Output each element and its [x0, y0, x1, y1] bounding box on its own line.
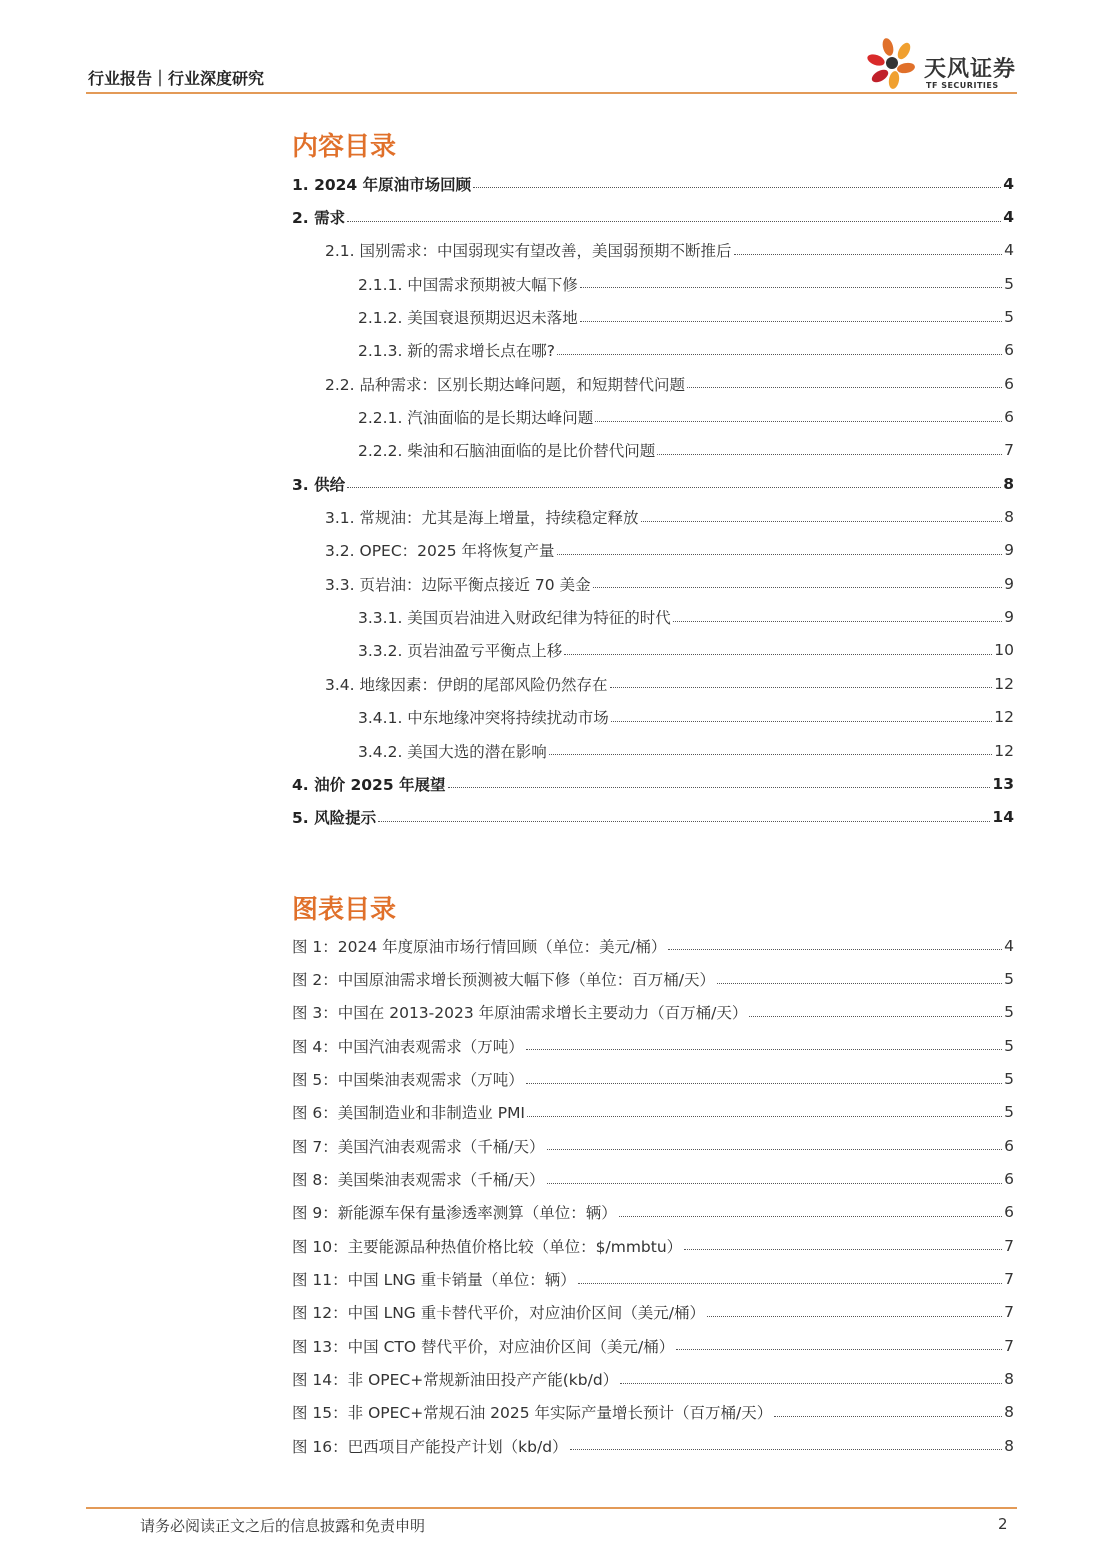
toc-entry-title: 2.2. 品种需求：区别长期达峰问题，和短期替代问题 — [325, 375, 686, 394]
toc-entry[interactable] — [292, 701, 1014, 734]
dot-leader — [684, 1249, 1002, 1250]
dot-leader — [734, 254, 1003, 255]
dot-leader — [526, 1049, 1002, 1050]
figure-entry-title: 图 9：新能源车保有量渗透率测算（单位：辆） — [292, 1204, 617, 1223]
toc-entry[interactable] — [292, 234, 1014, 267]
toc-entry[interactable] — [292, 634, 1014, 667]
figure-entry-page: 5 — [1004, 1036, 1014, 1055]
figure-entry-title: 图 4：中国汽油表观需求（万吨） — [292, 1037, 524, 1056]
list-of-figures — [292, 929, 1014, 1463]
figure-entry[interactable] — [292, 1429, 1014, 1462]
dot-leader — [593, 587, 1003, 588]
dot-leader — [619, 1216, 1002, 1217]
figure-entry-page: 4 — [1004, 936, 1014, 955]
figure-entry-title: 图 2：中国原油需求增长预测被大幅下修（单位：百万桶/天） — [292, 971, 716, 990]
dot-leader — [774, 1416, 1002, 1417]
figure-entry-title: 图 10：主要能源品种热值价格比较（单位：$/mmbtu） — [292, 1237, 683, 1256]
logo-english-name: TF SECURITIES — [926, 81, 999, 90]
toc-entry-page: 4 — [1003, 174, 1014, 193]
toc-entry-title: 3.3.1. 美国页岩油进入财政纪律为特征的时代 — [358, 609, 671, 628]
figure-entry-page: 8 — [1004, 1403, 1014, 1422]
toc-entry-title: 3.4.1. 中东地缘冲突将持续扰动市场 — [358, 709, 609, 728]
table-of-contents — [292, 167, 1014, 834]
dot-leader — [557, 554, 1003, 555]
dot-leader — [610, 687, 993, 688]
toc-entry[interactable] — [292, 667, 1014, 700]
dot-leader — [717, 983, 1002, 984]
toc-entry[interactable] — [292, 600, 1014, 633]
dot-leader — [578, 1283, 1002, 1284]
dot-leader — [557, 354, 1002, 355]
toc-entry-page: 8 — [1003, 474, 1014, 493]
figure-entry-title: 图 13：中国 CTO 替代平价，对应油价区间（美元/桶） — [292, 1337, 675, 1356]
dot-leader — [580, 321, 1002, 322]
toc-entry[interactable] — [292, 434, 1014, 467]
dot-leader — [687, 387, 1002, 388]
figure-entry[interactable] — [292, 1362, 1014, 1395]
dot-leader — [676, 1349, 1002, 1350]
figure-entry[interactable] — [292, 1396, 1014, 1429]
toc-entry-page: 9 — [1004, 574, 1014, 593]
dot-leader — [473, 187, 1001, 188]
toc-entry-title: 4. 油价 2025 年展望 — [292, 775, 446, 794]
dot-leader — [547, 1183, 1003, 1184]
toc-entry-page: 12 — [994, 674, 1014, 693]
figure-entry[interactable] — [292, 1296, 1014, 1329]
toc-entry-title: 2.1.2. 美国衰退预期迟迟未落地 — [358, 309, 578, 328]
toc-entry-page: 4 — [1003, 208, 1014, 227]
toc-entry-page: 9 — [1004, 541, 1014, 560]
toc-entry[interactable] — [292, 167, 1014, 200]
toc-entry-title: 3.2. OPEC：2025 年将恢复产量 — [325, 542, 555, 561]
toc-entry-page: 6 — [1004, 374, 1014, 393]
figure-entry-page: 6 — [1004, 1170, 1014, 1189]
toc-entry[interactable] — [292, 801, 1014, 834]
toc-entry-page: 12 — [994, 741, 1014, 760]
toc-entry[interactable] — [292, 567, 1014, 600]
dot-leader — [580, 287, 1002, 288]
figure-entry-page: 7 — [1004, 1236, 1014, 1255]
dot-leader — [547, 1149, 1003, 1150]
figure-entry-title: 图 12：中国 LNG 重卡替代平价，对应油价区间（美元/桶） — [292, 1304, 705, 1323]
toc-entry-title: 3.3.2. 页岩油盈亏平衡点上移 — [358, 642, 563, 661]
toc-entry[interactable] — [292, 767, 1014, 800]
toc-entry-page: 6 — [1004, 408, 1014, 427]
dot-leader — [448, 787, 991, 788]
toc-entry-title: 5. 风险提示 — [292, 809, 377, 828]
toc-entry[interactable] — [292, 500, 1014, 533]
toc-entry-page: 7 — [1004, 441, 1014, 460]
dot-leader — [595, 421, 1002, 422]
dot-leader — [527, 1116, 1002, 1117]
toc-entry[interactable] — [292, 334, 1014, 367]
toc-entry-page: 14 — [992, 808, 1014, 827]
toc-entry[interactable] — [292, 400, 1014, 433]
figure-entry-page: 5 — [1004, 1070, 1014, 1089]
figure-entry[interactable] — [292, 996, 1014, 1029]
figure-entry-page: 5 — [1004, 970, 1014, 989]
toc-entry-title: 2.1.1. 中国需求预期被大幅下修 — [358, 275, 578, 294]
toc-entry[interactable] — [292, 467, 1014, 500]
dot-leader — [570, 1449, 1003, 1450]
header-divider — [86, 92, 1017, 94]
figure-entry-title: 图 14：非 OPEC+常规新油田投产产能(kb/d） — [292, 1371, 619, 1390]
figure-entry-page: 5 — [1004, 1103, 1014, 1122]
figure-entry-page: 7 — [1004, 1270, 1014, 1289]
figure-entry-page: 5 — [1004, 1003, 1014, 1022]
figure-entry[interactable] — [292, 1096, 1014, 1129]
toc-entry-page: 9 — [1004, 608, 1014, 627]
dot-leader — [611, 721, 992, 722]
toc-entry-title: 3.4.2. 美国大选的潜在影响 — [358, 742, 547, 761]
toc-entry-title: 3.1. 常规油：尤其是海上增量，持续稳定释放 — [325, 509, 639, 528]
company-logo — [866, 36, 1026, 92]
figure-entry-title: 图 8：美国柴油表观需求（千桶/天） — [292, 1171, 545, 1190]
dot-leader — [347, 221, 1001, 222]
figure-entry-page: 8 — [1004, 1436, 1014, 1455]
dot-leader — [347, 487, 1001, 488]
toc-entry-title: 3. 供给 — [292, 475, 346, 494]
dot-leader — [707, 1316, 1002, 1317]
toc-entry-page: 12 — [994, 708, 1014, 727]
figure-entry-title: 图 7：美国汽油表观需求（千桶/天） — [292, 1137, 545, 1156]
figure-entry-title: 图 6：美国制造业和非制造业 PMI — [292, 1104, 526, 1123]
dot-leader — [564, 654, 992, 655]
toc-entry[interactable] — [292, 534, 1014, 567]
figure-entry[interactable] — [292, 962, 1014, 995]
figure-entry-title: 图 5：中国柴油表观需求（万吨） — [292, 1071, 524, 1090]
dot-leader — [673, 621, 1002, 622]
dot-leader — [657, 454, 1002, 455]
figure-entry-page: 7 — [1004, 1336, 1014, 1355]
figure-entry-page: 7 — [1004, 1303, 1014, 1322]
figure-entry[interactable] — [292, 1262, 1014, 1295]
page-number: 2 — [998, 1515, 1008, 1533]
footer-divider — [86, 1507, 1017, 1509]
dot-leader — [668, 949, 1002, 950]
figure-entry[interactable] — [292, 1329, 1014, 1362]
toc-entry-page: 5 — [1004, 308, 1014, 327]
toc-entry-title: 2.1.3. 新的需求增长点在哪? — [358, 342, 556, 361]
toc-entry[interactable] — [292, 300, 1014, 333]
toc-entry-page: 4 — [1004, 241, 1014, 260]
figure-entry[interactable] — [292, 929, 1014, 962]
figure-entry-title: 图 15：非 OPEC+常规石油 2025 年实际产量增长预计（百万桶/天） — [292, 1404, 773, 1423]
figure-entry-title: 图 3：中国在 2013-2023 年原油需求增长主要动力（百万桶/天） — [292, 1004, 748, 1023]
figure-entry[interactable] — [292, 1062, 1014, 1095]
toc-entry-title: 3.3. 页岩油：边际平衡点接近 70 美金 — [325, 575, 591, 594]
dot-leader — [620, 1383, 1002, 1384]
toc-entry-title: 2.1. 国别需求：中国弱现实有望改善，美国弱预期不断推后 — [325, 242, 732, 261]
dot-leader — [526, 1083, 1002, 1084]
flower-logo-icon — [866, 36, 924, 94]
figure-entry-page: 6 — [1004, 1203, 1014, 1222]
figure-entry[interactable] — [292, 1229, 1014, 1262]
toc-entry-page: 5 — [1004, 274, 1014, 293]
dot-leader — [549, 754, 992, 755]
figure-entry-page: 8 — [1004, 1370, 1014, 1389]
figure-entry[interactable] — [292, 1029, 1014, 1062]
toc-entry-page: 13 — [992, 774, 1014, 793]
dot-leader — [378, 821, 990, 822]
toc-entry-title: 1. 2024 年原油市场回顾 — [292, 175, 472, 194]
figure-entry-title: 图 16：巴西项目产能投产计划（kb/d） — [292, 1437, 568, 1456]
figure-entry[interactable] — [292, 1162, 1014, 1195]
toc-entry-title: 2.2.2. 柴油和石脑油面临的是比价替代问题 — [358, 442, 656, 461]
toc-entry-page: 8 — [1004, 508, 1014, 527]
footer-disclaimer: 请务必阅读正文之后的信息披露和免责申明 — [140, 1517, 426, 1535]
toc-entry[interactable] — [292, 734, 1014, 767]
header-title: 行业报告｜行业深度研究 — [88, 69, 265, 88]
toc-entry-title: 3.4. 地缘因素：伊朗的尾部风险仍然存在 — [325, 675, 608, 694]
toc-entry[interactable] — [292, 267, 1014, 300]
figure-entry-title: 图 11：中国 LNG 重卡销量（单位：辆） — [292, 1271, 576, 1290]
figures-heading: 图表目录 — [292, 895, 397, 925]
toc-entry[interactable] — [292, 367, 1014, 400]
toc-entry-title: 2. 需求 — [292, 209, 346, 228]
figure-entry[interactable] — [292, 1129, 1014, 1162]
figure-entry-page: 6 — [1004, 1136, 1014, 1155]
toc-heading: 内容目录 — [292, 132, 397, 162]
logo-chinese-name: 天风证券 — [924, 57, 1017, 82]
toc-entry-title: 2.2.1. 汽油面临的是长期达峰问题 — [358, 409, 594, 428]
figure-entry-title: 图 1：2024 年度原油市场行情回顾（单位：美元/桶） — [292, 937, 667, 956]
dot-leader — [641, 521, 1003, 522]
toc-entry-page: 10 — [994, 641, 1014, 660]
toc-entry-page: 6 — [1004, 341, 1014, 360]
toc-entry[interactable] — [292, 200, 1014, 233]
dot-leader — [749, 1016, 1002, 1017]
figure-entry[interactable] — [292, 1196, 1014, 1229]
